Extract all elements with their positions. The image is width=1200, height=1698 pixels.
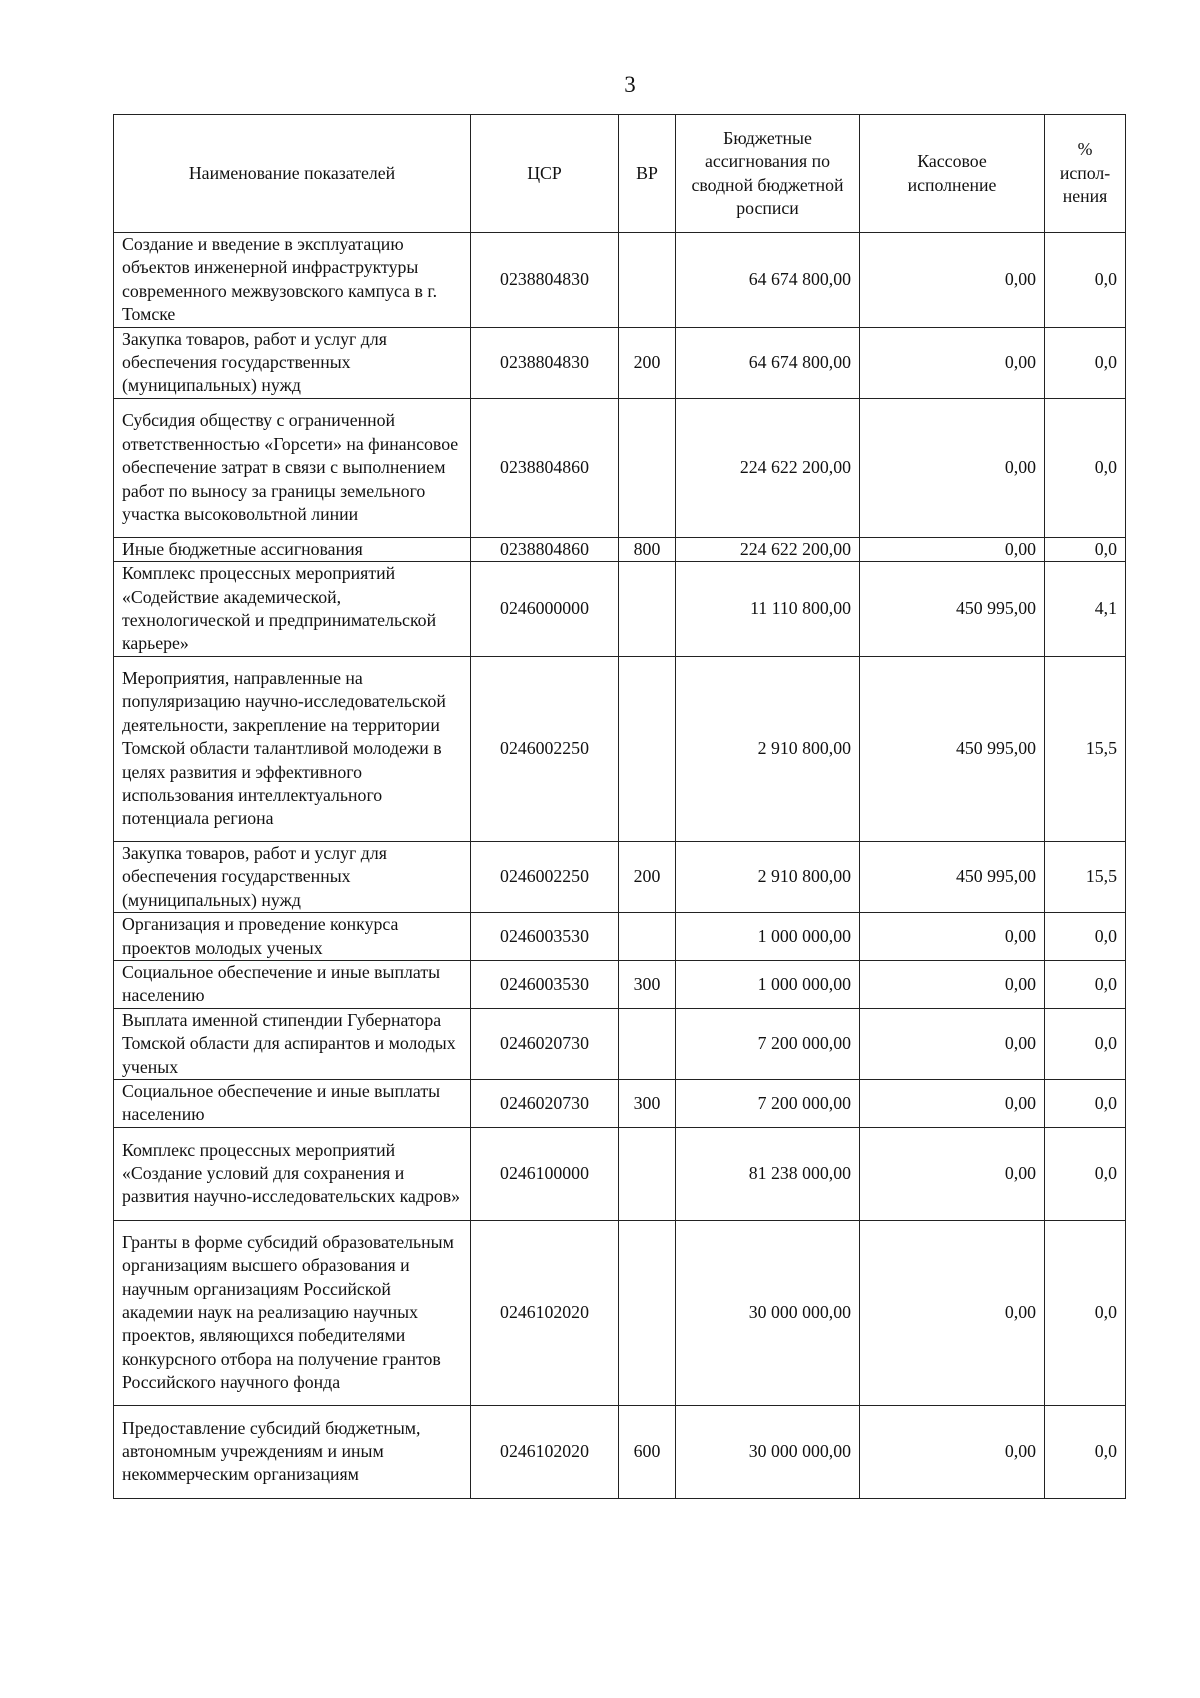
- table-row: [114, 233, 1126, 328]
- cell-cash: 0,00: [860, 233, 1045, 328]
- cell-vr: [619, 1127, 676, 1220]
- cell-vr: [619, 1220, 676, 1405]
- table-row: [114, 913, 1126, 961]
- header-budget: Бюджетные ассигнования по сводной бюджетной росписи: [676, 115, 860, 233]
- cell-name: Закупка товаров, работ и услуг для обеспечения государственных (муниципальных) нужд: [114, 841, 471, 912]
- cell-cash: 0,00: [860, 1127, 1045, 1220]
- table-row: [114, 960, 1126, 1008]
- cell-budget: 30 000 000,00: [676, 1405, 860, 1498]
- cell-percent: 0,0: [1045, 1405, 1126, 1498]
- cell-csr: 0246003530: [471, 960, 619, 1008]
- cell-name: Предоставление субсидий бюджетным, автономным учреждениям и иным некоммерческим организациям: [114, 1405, 471, 1498]
- header-percent: % испол- нения: [1045, 115, 1126, 233]
- cell-budget: 2 910 800,00: [676, 656, 860, 841]
- cell-budget: 2 910 800,00: [676, 841, 860, 912]
- cell-csr: 0238804860: [471, 537, 619, 561]
- cell-cash: 0,00: [860, 327, 1045, 398]
- cell-cash: 0,00: [860, 1405, 1045, 1498]
- table-row: [114, 537, 1126, 561]
- table-row: [114, 656, 1126, 841]
- cell-vr: 600: [619, 1405, 676, 1498]
- cell-percent: 0,0: [1045, 233, 1126, 328]
- cell-cash: 0,00: [860, 960, 1045, 1008]
- cell-name: Выплата именной стипендии Губернатора Томской области для аспирантов и молодых ученых: [114, 1008, 471, 1079]
- table-row: [114, 562, 1126, 657]
- table-header-row: [114, 115, 1126, 233]
- table-row: [114, 1079, 1126, 1127]
- cell-csr: 0246002250: [471, 841, 619, 912]
- cell-vr: 200: [619, 841, 676, 912]
- cell-name: Гранты в форме субсидий образовательным организациям высшего образования и научным организациям Российской академии наук на реализацию научных проектов, являющихся победителями конкурсного отбора на получение грантов Российского научного фонда: [114, 1220, 471, 1405]
- table-row: [114, 398, 1126, 537]
- cell-cash: 0,00: [860, 398, 1045, 537]
- header-name: Наименование показателей: [114, 115, 471, 233]
- cell-csr: 0238804860: [471, 398, 619, 537]
- cell-budget: 224 622 200,00: [676, 398, 860, 537]
- cell-percent: 0,0: [1045, 1008, 1126, 1079]
- cell-budget: 7 200 000,00: [676, 1079, 860, 1127]
- cell-budget: 224 622 200,00: [676, 537, 860, 561]
- header-vr: ВР: [619, 115, 676, 233]
- table-row: [114, 1220, 1126, 1405]
- cell-cash: 0,00: [860, 537, 1045, 561]
- cell-name: Создание и введение в эксплуатацию объектов инженерной инфраструктуры современного межвузовского кампуса в г. Томске: [114, 233, 471, 328]
- cell-percent: 0,0: [1045, 1220, 1126, 1405]
- cell-csr: 0246003530: [471, 913, 619, 961]
- cell-cash: 0,00: [860, 1220, 1045, 1405]
- cell-csr: 0246102020: [471, 1405, 619, 1498]
- cell-budget: 81 238 000,00: [676, 1127, 860, 1220]
- cell-name: Социальное обеспечение и иные выплаты населению: [114, 1079, 471, 1127]
- cell-cash: 450 995,00: [860, 656, 1045, 841]
- page-number: 3: [624, 72, 636, 97]
- cell-cash: 0,00: [860, 913, 1045, 961]
- cell-percent: 4,1: [1045, 562, 1126, 657]
- cell-cash: 0,00: [860, 1008, 1045, 1079]
- cell-cash: 0,00: [860, 1079, 1045, 1127]
- cell-vr: [619, 233, 676, 328]
- cell-budget: 1 000 000,00: [676, 913, 860, 961]
- cell-name: Мероприятия, направленные на популяризацию научно-исследовательской деятельности, закрепление на территории Томской области талантливой молодежи в целях развития и эффективного использования интеллектуального потенциала региона: [114, 656, 471, 841]
- cell-name: Комплекс процессных мероприятий «Содействие академической, технологической и предпринимательской карьере»: [114, 562, 471, 657]
- cell-csr: 0246020730: [471, 1008, 619, 1079]
- table-row: [114, 327, 1126, 398]
- cell-name: Комплекс процессных мероприятий «Создание условий для сохранения и развития научно-исследовательских кадров»: [114, 1127, 471, 1220]
- cell-cash: 450 995,00: [860, 562, 1045, 657]
- cell-budget: 7 200 000,00: [676, 1008, 860, 1079]
- cell-percent: 15,5: [1045, 841, 1126, 912]
- cell-name: Иные бюджетные ассигнования: [114, 537, 471, 561]
- cell-csr: 0246100000: [471, 1127, 619, 1220]
- cell-percent: 0,0: [1045, 327, 1126, 398]
- cell-percent: 0,0: [1045, 913, 1126, 961]
- cell-vr: 800: [619, 537, 676, 561]
- table-row: [114, 841, 1126, 912]
- cell-vr: 300: [619, 1079, 676, 1127]
- cell-budget: 64 674 800,00: [676, 327, 860, 398]
- cell-name: Закупка товаров, работ и услуг для обеспечения государственных (муниципальных) нужд: [114, 327, 471, 398]
- table-row: [114, 1405, 1126, 1498]
- cell-csr: 0238804830: [471, 233, 619, 328]
- cell-name: Организация и проведение конкурса проектов молодых ученых: [114, 913, 471, 961]
- cell-percent: 0,0: [1045, 537, 1126, 561]
- header-cash: Кассовое исполнение: [860, 115, 1045, 233]
- header-csr: ЦСР: [471, 115, 619, 233]
- cell-vr: 200: [619, 327, 676, 398]
- cell-budget: 1 000 000,00: [676, 960, 860, 1008]
- cell-percent: 0,0: [1045, 1127, 1126, 1220]
- table-row: [114, 1127, 1126, 1220]
- cell-budget: 30 000 000,00: [676, 1220, 860, 1405]
- cell-vr: 300: [619, 960, 676, 1008]
- cell-vr: [619, 656, 676, 841]
- budget-execution-table: [113, 114, 1126, 1499]
- cell-vr: [619, 913, 676, 961]
- table-row: [114, 1008, 1126, 1079]
- cell-csr: 0238804830: [471, 327, 619, 398]
- cell-percent: 0,0: [1045, 960, 1126, 1008]
- cell-vr: [619, 398, 676, 537]
- cell-budget: 11 110 800,00: [676, 562, 860, 657]
- cell-csr: 0246002250: [471, 656, 619, 841]
- cell-vr: [619, 562, 676, 657]
- cell-name: Субсидия обществу с ограниченной ответственностью «Горсети» на финансовое обеспечение затрат в связи с выполнением работ по выносу за границы земельного участка высоковольтной линии: [114, 398, 471, 537]
- cell-csr: 0246000000: [471, 562, 619, 657]
- cell-name: Социальное обеспечение и иные выплаты населению: [114, 960, 471, 1008]
- cell-percent: 0,0: [1045, 1079, 1126, 1127]
- cell-csr: 0246102020: [471, 1220, 619, 1405]
- cell-vr: [619, 1008, 676, 1079]
- cell-percent: 0,0: [1045, 398, 1126, 537]
- cell-budget: 64 674 800,00: [676, 233, 860, 328]
- cell-csr: 0246020730: [471, 1079, 619, 1127]
- cell-percent: 15,5: [1045, 656, 1126, 841]
- cell-cash: 450 995,00: [860, 841, 1045, 912]
